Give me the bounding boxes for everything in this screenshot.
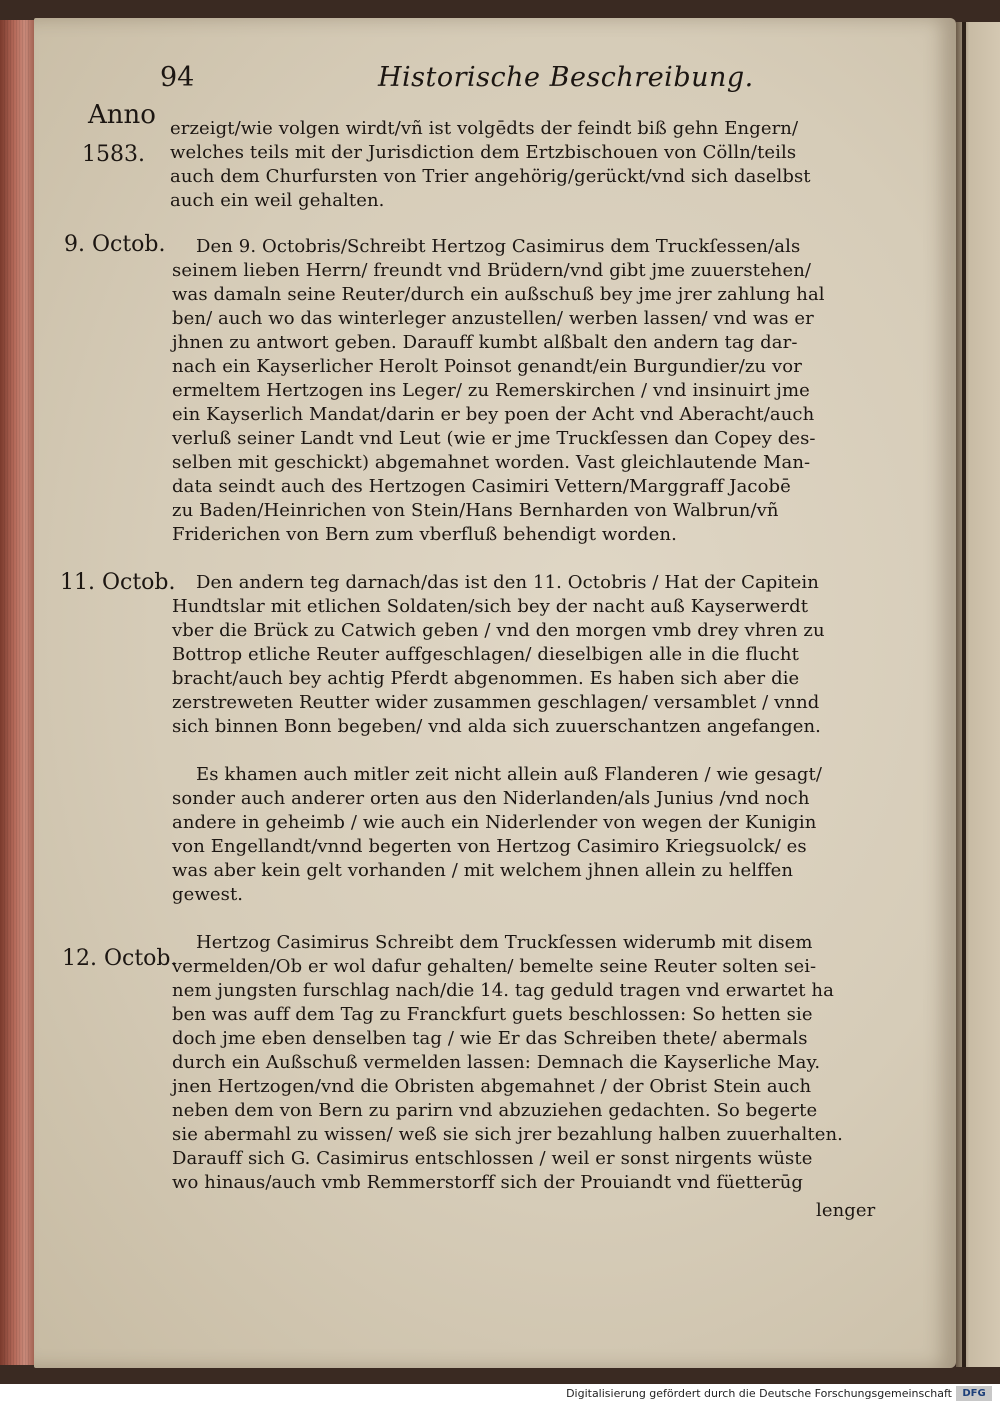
- text-line: bracht/auch bey achtig Pferdt abgenommen. Es haben sich aber die: [172, 668, 800, 689]
- text-line: zu Baden/Heinrichen von Stein/Hans Bernharden von Walbrun/vñ: [172, 500, 779, 521]
- text-line: wo hinaus/auch vmb Remmerstorff sich der Prouiandt vnd füetterūg: [172, 1172, 804, 1193]
- text-line: Hertzog Casimirus Schreibt dem Truckſessen widerumb mit disem: [196, 932, 813, 953]
- text-line: vermelden/Ob er wol dafur gehalten/ bemelte seine Reuter solten sei-: [172, 956, 817, 977]
- text-line: Bottrop etliche Reuter auffgeschlagen/ dieselbigen alle in die flucht: [172, 644, 799, 665]
- text-line: durch ein Außschuß vermelden lassen: Demnach die Kayserliche May.: [172, 1052, 821, 1073]
- text-line: Den 9. Octobris/Schreibt Hertzog Casimirus dem Truckſessen/als: [196, 236, 801, 257]
- margin-date-9-october: 9. Octob.: [64, 232, 166, 257]
- text-line: was damaln seine Reuter/durch ein außschuß bey jme jrer zahlung hal: [172, 284, 825, 305]
- text-line: Friderichen von Bern zum vberfluß behendigt worden.: [172, 524, 677, 545]
- catchword: lenger: [816, 1200, 876, 1221]
- text-line: gewest.: [172, 884, 244, 905]
- text-line: Es khamen auch mitler zeit nicht allein auß Flanderen / wie gesagt/: [196, 764, 823, 785]
- text-line: jnen Hertzogen/vnd die Obristen abgemahnet / der Obrist Stein auch: [172, 1076, 812, 1097]
- text-line: doch jme eben denselben tag / wie Er das Schreiben thete/ abermals: [172, 1028, 808, 1049]
- text-line: Hundtslar mit etlichen Soldaten/sich bey der nacht auß Kayserwerdt: [172, 596, 809, 617]
- funding-credit: Digitalisierung gefördert durch die Deutsche Forschungsgemeinschaft: [566, 1387, 952, 1400]
- text-line: sonder auch anderer orten aus den Niderlanden/als Junius /vnd noch: [172, 788, 810, 809]
- footer-bar: [0, 1384, 1000, 1404]
- text-line: selben mit geschickt) abgemahnet worden. Vast gleichlautende Man-: [172, 452, 811, 473]
- margin-date-12-october: 12. Octob.: [62, 946, 178, 971]
- text-line: sie abermahl zu wissen/ weß sie sich jrer bezahlung halben zuuerhalten.: [172, 1124, 843, 1145]
- text-line: data seindt auch des Hertzogen Casimiri Vettern/Marggraff Jacobē: [172, 476, 791, 497]
- text-line: neben dem von Bern zu parirn vnd abzuziehen gedachten. So begerte: [172, 1100, 818, 1121]
- text-line: andere in geheimb / wie auch ein Niderlender von wegen der Kunigin: [172, 812, 817, 833]
- text-line: welches teils mit der Jurisdiction dem Ertzbischouen von Cölln/teils: [170, 142, 797, 163]
- text-line: vber die Brück zu Catwich geben / vnd den morgen vmb drey vhren zu: [172, 620, 825, 641]
- page-number: 94: [160, 62, 195, 93]
- running-head: Historische Beschreibung.: [378, 62, 754, 93]
- text-line: nach ein Kayserlicher Herolt Poinsot genandt/ein Burgundier/zu vor: [172, 356, 802, 377]
- text-line: ben was auff dem Tag zu Franckfurt guets beschlossen: So hetten sie: [172, 1004, 813, 1025]
- text-line: nem jungsten furschlag nach/die 14. tag geduld tragen vnd erwartet ha: [172, 980, 834, 1001]
- text-line: was aber kein gelt vorhanden / mit welchem jhnen allein zu helffen: [172, 860, 794, 881]
- text-line: zerstreweten Reutter wider zusammen geschlagen/ versamblet / vnnd: [172, 692, 820, 713]
- text-line: auch dem Churfursten von Trier angehörig/gerückt/vnd sich daselbst: [170, 166, 811, 187]
- text-line: von Engellandt/vnnd begerten von Hertzog Casimiro Kriegsuolck/ es: [172, 836, 807, 857]
- text-line: jhnen zu antwort geben. Darauff kumbt alßbalt den andern tag dar-: [172, 332, 798, 353]
- text-line: Den andern teg darnach/das ist den 11. Octobris / Hat der Capitein: [196, 572, 819, 593]
- page-edge-lines: [4, 20, 30, 1365]
- text-line: seinem lieben Herrn/ freundt vnd Brüdern/vnd gibt jme zuuerstehen/: [172, 260, 812, 281]
- text-line: ein Kayserlich Mandat/darin er bey poen der Acht vnd Aberacht/auch: [172, 404, 815, 425]
- margin-anno: Anno: [88, 100, 156, 130]
- dfg-logo: DFG: [956, 1386, 992, 1401]
- margin-year: 1583.: [82, 142, 145, 167]
- text-line: erzeigt/wie volgen wirdt/vñ ist volgēdts der feindt biß gehn Engern/: [170, 118, 799, 139]
- text-line: sich binnen Bonn begeben/ vnd alda sich zuuerschantzen angefangen.: [172, 716, 821, 737]
- text-line: ermeltem Hertzogen ins Leger/ zu Remerskirchen / vnd insinuirt jme: [172, 380, 810, 401]
- margin-date-11-october: 11. Octob.: [60, 570, 176, 595]
- text-line: verluß seiner Landt vnd Leut (wie er jme Truckſessen dan Copey des-: [172, 428, 816, 449]
- text-line: ben/ auch wo das winterleger anzustellen/ werben lassen/ vnd was er: [172, 308, 814, 329]
- text-line: auch ein weil gehalten.: [170, 190, 385, 211]
- text-line: Darauff sich G. Casimirus entschlossen / weil er sonst nirgents wüste: [172, 1148, 813, 1169]
- gutter-shadow: [962, 22, 966, 1367]
